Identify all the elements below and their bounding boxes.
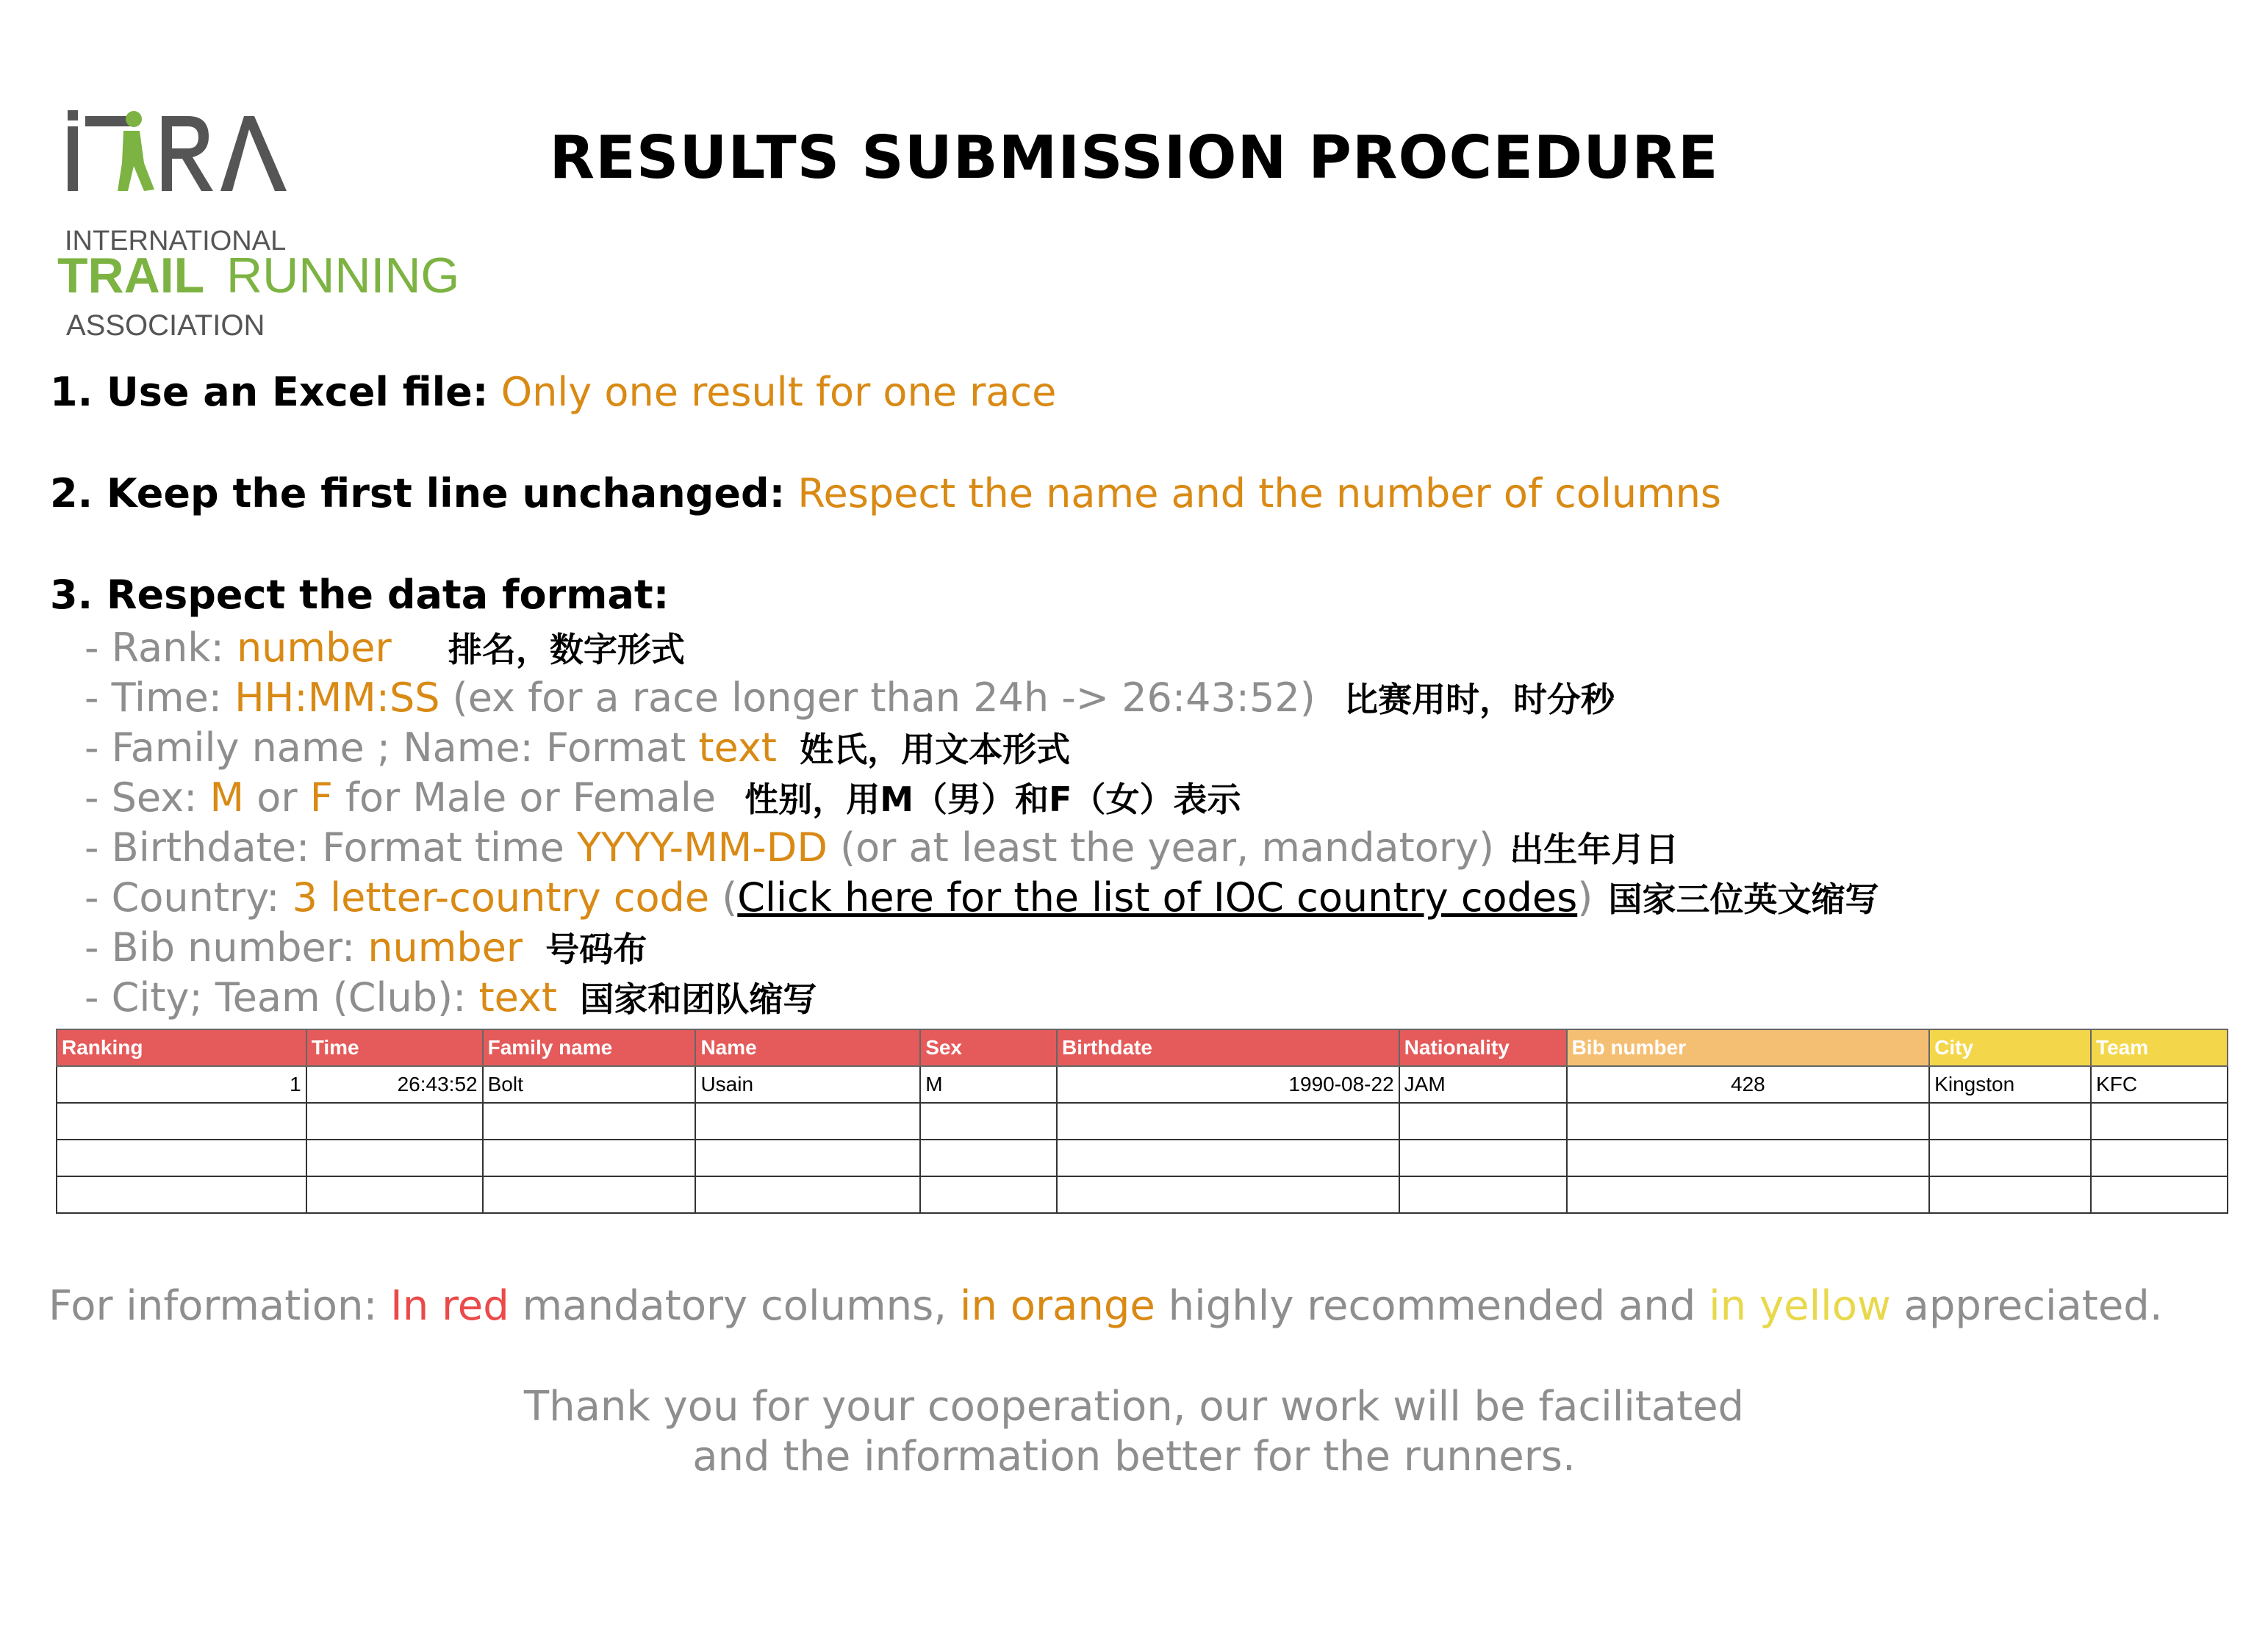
header-team: Team <box>2091 1029 2228 1066</box>
cell-time[interactable]: 26:43:52 <box>306 1066 483 1103</box>
table-row <box>57 1066 2228 1103</box>
cell-birthdate[interactable]: 1990-08-22 <box>1057 1066 1399 1103</box>
empty-cell[interactable] <box>483 1103 696 1140</box>
time-zh: 比赛用时，时分秒 <box>1343 680 1615 719</box>
empty-cell[interactable] <box>695 1140 920 1176</box>
empty-cell[interactable] <box>1057 1140 1399 1176</box>
logo-line2b: RUNNING <box>226 248 460 303</box>
step-1 <box>50 369 1056 415</box>
sex-zh: 性别，用M（男）和F（女）表示 <box>744 780 1241 819</box>
logo-line1: INTERNATIONAL <box>65 226 287 256</box>
empty-cell[interactable] <box>695 1103 920 1140</box>
empty-cell[interactable] <box>1399 1103 1567 1140</box>
ioc-codes-link[interactable]: Click here for the list of IOC country codes <box>737 874 1578 921</box>
format-name <box>85 723 1070 771</box>
empty-cell[interactable] <box>483 1140 696 1176</box>
thanks-line-2: and the information better for the runners. <box>692 1433 1576 1481</box>
header-name: Name <box>695 1029 920 1066</box>
name-value: text <box>698 724 777 771</box>
sheet-header-row <box>57 1029 2228 1066</box>
empty-cell[interactable] <box>1057 1176 1399 1213</box>
sex-rest: for Male or Female <box>332 774 717 821</box>
empty-cell[interactable] <box>57 1103 306 1140</box>
format-sex <box>85 773 1241 821</box>
country-value: 3 letter-country code <box>292 874 710 921</box>
format-city-team <box>85 973 817 1021</box>
cell-team[interactable]: KFC <box>2091 1066 2228 1103</box>
step-2-text: Respect the name and the number of columns <box>797 470 1722 517</box>
name-prefix: - Family name ; Name: Format <box>85 724 699 771</box>
birth-rest: (or at least the year, mandatory) <box>827 824 1495 871</box>
rank-zh: 排名，数字形式 <box>448 630 685 669</box>
logo-line3: ASSOCIATION <box>66 309 265 342</box>
format-time <box>85 673 1615 722</box>
empty-cell[interactable] <box>920 1176 1057 1213</box>
empty-cell[interactable] <box>306 1176 483 1213</box>
info-lead: For information: <box>49 1282 391 1330</box>
time-rest: (ex for a race longer than 24h -> 26:43:52) <box>439 674 1316 721</box>
city-prefix: - City; Team (Club): <box>85 974 479 1021</box>
country-prefix: - Country: <box>85 874 293 921</box>
country-zh: 国家三位英文缩写 <box>1608 879 1879 919</box>
info-end: appreciated. <box>1890 1282 2163 1330</box>
info-yellow: in yellow <box>1709 1282 1891 1330</box>
cell-ranking[interactable]: 1 <box>57 1066 306 1103</box>
empty-cell[interactable] <box>1929 1140 2091 1176</box>
empty-cell[interactable] <box>920 1140 1057 1176</box>
page-title: RESULTS SUBMISSION PROCEDURE <box>549 123 1719 192</box>
empty-cell[interactable] <box>1929 1176 2091 1213</box>
sex-or: or <box>244 774 310 821</box>
cell-bib-number[interactable]: 428 <box>1567 1066 1930 1103</box>
city-value: text <box>478 974 558 1021</box>
format-birthdate <box>85 823 1679 871</box>
info-orange: in orange <box>959 1282 1155 1330</box>
birth-prefix: - Birthdate: Format time <box>85 824 578 871</box>
step-2-label: 2. Keep the first line unchanged: <box>50 470 786 517</box>
rank-prefix: - Rank: <box>85 625 237 671</box>
empty-cell[interactable] <box>1929 1103 2091 1140</box>
empty-cell[interactable] <box>1567 1176 1930 1213</box>
info-mid2: highly recommended and <box>1155 1282 1709 1330</box>
bib-value: number <box>367 924 523 971</box>
cell-nationality[interactable]: JAM <box>1399 1066 1567 1103</box>
cell-family-name[interactable]: Bolt <box>483 1066 696 1103</box>
empty-cell[interactable] <box>57 1176 306 1213</box>
cell-name[interactable]: Usain <box>695 1066 920 1103</box>
format-country <box>85 873 1878 921</box>
birth-value: YYYY-MM-DD <box>577 824 828 871</box>
time-value: HH:MM:SS <box>234 674 440 721</box>
empty-cell[interactable] <box>1567 1140 1930 1176</box>
empty-cell[interactable] <box>2091 1176 2228 1213</box>
step-3 <box>50 572 669 618</box>
empty-cell[interactable] <box>2091 1103 2228 1140</box>
format-rank <box>85 623 685 672</box>
header-bib-number: Bib number <box>1567 1029 1930 1066</box>
rank-value: number <box>236 625 392 671</box>
sex-m: M <box>209 774 245 821</box>
header-family-name: Family name <box>483 1029 696 1066</box>
header-nationality: Nationality <box>1399 1029 1567 1066</box>
format-bib <box>85 923 647 971</box>
empty-cell[interactable] <box>695 1176 920 1213</box>
header-time: Time <box>306 1029 483 1066</box>
sex-prefix: - Sex: <box>85 774 210 821</box>
empty-cell[interactable] <box>306 1103 483 1140</box>
country-close: ) <box>1577 874 1593 921</box>
info-mid1: mandatory columns, <box>509 1282 960 1330</box>
empty-cell[interactable] <box>920 1103 1057 1140</box>
empty-cell[interactable] <box>2091 1140 2228 1176</box>
city-zh: 国家和团队缩写 <box>580 979 817 1019</box>
example-sheet <box>56 1029 2228 1214</box>
thanks-line-1: Thank you for your cooperation, our work will be facilitated <box>523 1383 1745 1431</box>
birth-zh: 出生年月日 <box>1510 830 1679 869</box>
empty-cell[interactable] <box>306 1140 483 1176</box>
step-2 <box>50 470 1721 517</box>
header-city: City <box>1929 1029 2091 1066</box>
cell-sex[interactable]: M <box>920 1066 1057 1103</box>
empty-cell[interactable] <box>1057 1103 1399 1140</box>
logo-line2a: TRAIL <box>57 248 205 303</box>
step-3-label: 3. Respect the data format: <box>50 572 670 618</box>
time-prefix: - Time: <box>85 674 235 721</box>
header-ranking: Ranking <box>57 1029 306 1066</box>
bib-prefix: - Bib number: <box>85 924 368 971</box>
empty-cell[interactable] <box>1399 1176 1567 1213</box>
info-red: In red <box>390 1282 509 1330</box>
empty-cell[interactable] <box>57 1140 306 1176</box>
country-open: ( <box>709 874 738 921</box>
empty-cell[interactable] <box>483 1176 696 1213</box>
empty-cell[interactable] <box>1567 1103 1930 1140</box>
step-1-text: Only one result for one race <box>500 369 1057 415</box>
table-row <box>57 1103 2228 1140</box>
table-row <box>57 1140 2228 1176</box>
sex-f: F <box>309 774 333 821</box>
header-birthdate: Birthdate <box>1057 1029 1399 1066</box>
empty-cell[interactable] <box>1399 1140 1567 1176</box>
cell-city[interactable]: Kingston <box>1929 1066 2091 1103</box>
step-1-label: 1. Use an Excel file: <box>50 369 489 415</box>
bib-zh: 号码布 <box>545 929 647 969</box>
header-sex: Sex <box>920 1029 1057 1066</box>
legend-info <box>49 1282 2163 1330</box>
name-zh: 姓氏，用文本形式 <box>800 730 1071 769</box>
table-row <box>57 1176 2228 1213</box>
